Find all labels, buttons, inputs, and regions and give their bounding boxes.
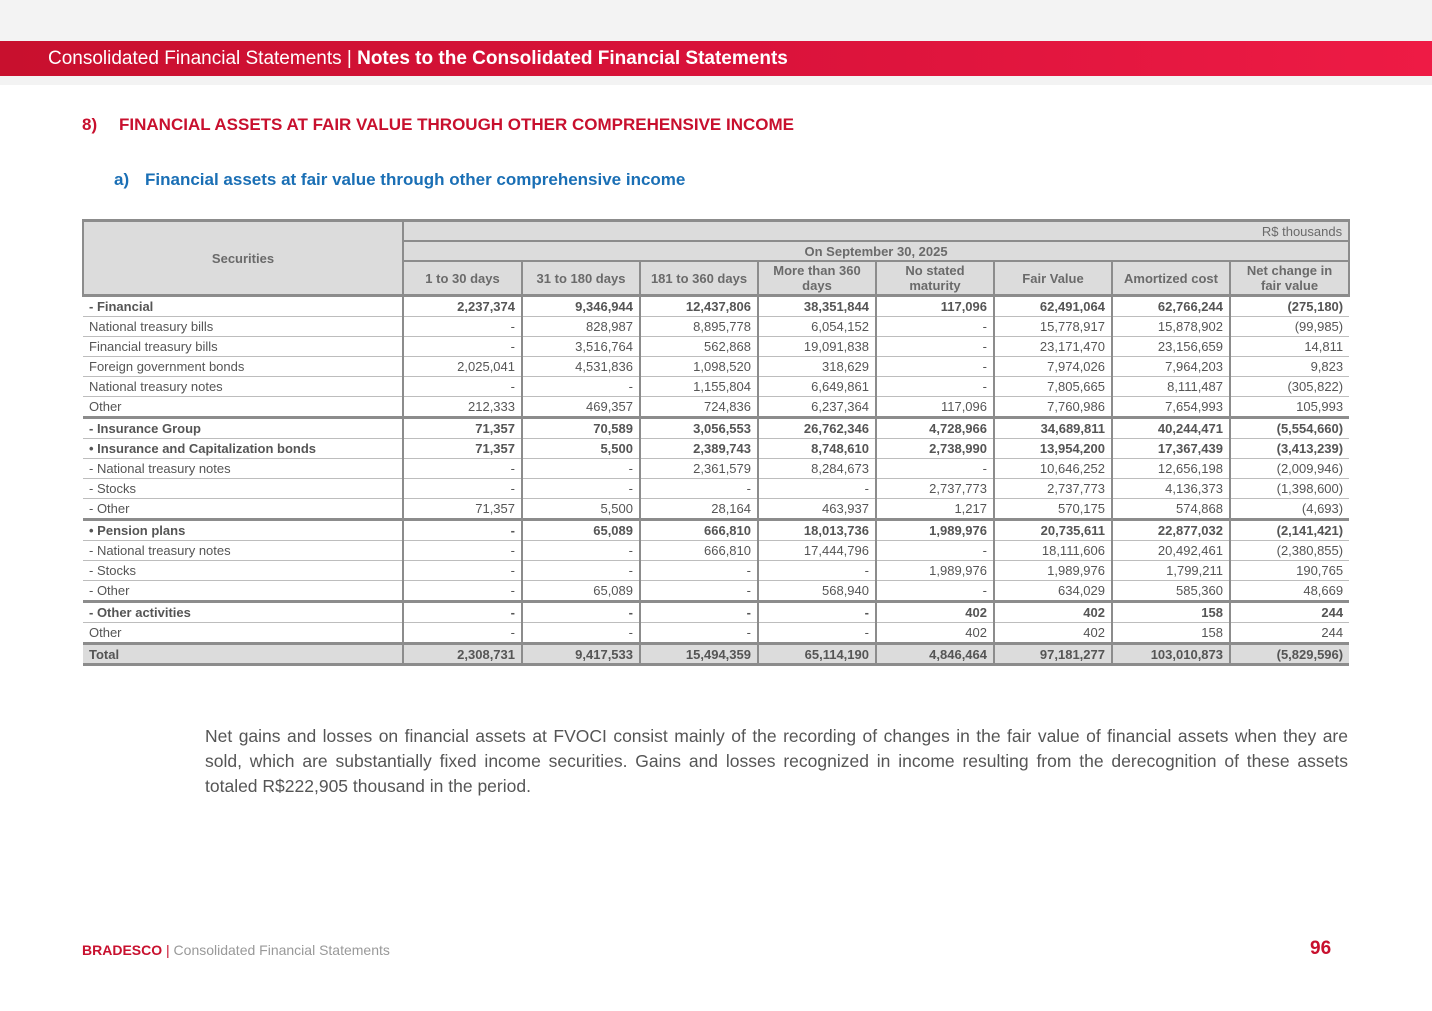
table-cell: - [876, 377, 994, 397]
table-cell: 10,646,252 [994, 459, 1112, 479]
unit-label: R$ thousands [403, 221, 1349, 242]
table-cell: 6,237,364 [758, 397, 876, 418]
table-body [83, 296, 1349, 665]
table-cell: 158 [1112, 623, 1230, 644]
table-cell: 666,810 [640, 520, 758, 541]
table-cell: - [403, 623, 522, 644]
fvoci-table [82, 219, 1350, 666]
table-cell: - [522, 459, 640, 479]
table-cell: 7,964,203 [1112, 357, 1230, 377]
table-cell: 3,056,553 [640, 418, 758, 439]
table-cell: 71,357 [403, 439, 522, 459]
table-cell: 117,096 [876, 397, 994, 418]
table-row [83, 418, 1349, 439]
table-cell: 34,689,811 [994, 418, 1112, 439]
table-cell: (1,398,600) [1230, 479, 1349, 499]
table-cell: (2,009,946) [1230, 459, 1349, 479]
table-cell: 2,738,990 [876, 439, 994, 459]
row-label: - Other [83, 581, 403, 602]
table-cell: 8,111,487 [1112, 377, 1230, 397]
table-cell: 19,091,838 [758, 337, 876, 357]
table-cell: 62,491,064 [994, 296, 1112, 317]
row-label: National treasury bills [83, 317, 403, 337]
table-cell: - [876, 337, 994, 357]
table-cell: (4,693) [1230, 499, 1349, 520]
table-row [83, 317, 1349, 337]
table-cell: - [403, 602, 522, 623]
table-cell: 402 [994, 623, 1112, 644]
table-cell: 574,868 [1112, 499, 1230, 520]
table-cell: 1,098,520 [640, 357, 758, 377]
table-cell: 9,346,944 [522, 296, 640, 317]
table-cell: 105,993 [1230, 397, 1349, 418]
table-row [83, 337, 1349, 357]
table-cell: 62,766,244 [1112, 296, 1230, 317]
table-cell: 7,654,993 [1112, 397, 1230, 418]
table-cell: - [758, 602, 876, 623]
table-row [83, 296, 1349, 317]
table-cell: 4,846,464 [876, 644, 994, 665]
table-cell: 4,728,966 [876, 418, 994, 439]
table-cell: 2,308,731 [403, 644, 522, 665]
table-cell: 2,237,374 [403, 296, 522, 317]
column-header: More than 360 days [758, 261, 876, 296]
table-cell: 1,217 [876, 499, 994, 520]
subsection-number: a) [114, 170, 130, 189]
table-cell: 20,492,461 [1112, 541, 1230, 561]
row-label: Total [83, 644, 403, 665]
table-cell: - [403, 317, 522, 337]
table-cell: 1,989,976 [876, 520, 994, 541]
row-label: - Financial [83, 296, 403, 317]
table-cell: (5,554,660) [1230, 418, 1349, 439]
table-cell: - [403, 520, 522, 541]
table-cell: - [640, 561, 758, 581]
table-cell: 666,810 [640, 541, 758, 561]
table-cell: 212,333 [403, 397, 522, 418]
table-cell: 402 [876, 602, 994, 623]
table-cell: 402 [994, 602, 1112, 623]
table-cell: 71,357 [403, 418, 522, 439]
table-cell: 158 [1112, 602, 1230, 623]
table-cell: - [403, 377, 522, 397]
table-cell: 2,737,773 [876, 479, 994, 499]
table-cell: 71,357 [403, 499, 522, 520]
table-cell: 22,877,032 [1112, 520, 1230, 541]
table-row [83, 520, 1349, 541]
table-cell: 9,417,533 [522, 644, 640, 665]
column-header: No stated maturity [876, 261, 994, 296]
table-cell: 17,444,796 [758, 541, 876, 561]
table-cell: 15,878,902 [1112, 317, 1230, 337]
table-cell: (99,985) [1230, 317, 1349, 337]
row-label: Financial treasury bills [83, 337, 403, 357]
table-cell: - [403, 459, 522, 479]
table-cell: 828,987 [522, 317, 640, 337]
table-cell: - [403, 581, 522, 602]
table-cell: - [403, 479, 522, 499]
table-cell: 14,811 [1230, 337, 1349, 357]
row-label: National treasury notes [83, 377, 403, 397]
table-cell: - [876, 581, 994, 602]
table-cell: 65,089 [522, 581, 640, 602]
table-cell: - [758, 623, 876, 644]
section-number: 8) [82, 115, 98, 134]
row-label: Other [83, 623, 403, 644]
table-row [83, 602, 1349, 623]
table-row [83, 623, 1349, 644]
table-cell: 469,357 [522, 397, 640, 418]
table-cell: (305,822) [1230, 377, 1349, 397]
table-cell: 65,114,190 [758, 644, 876, 665]
header-bar [0, 41, 1432, 76]
table-cell: (5,829,596) [1230, 644, 1349, 665]
row-label: Other [83, 397, 403, 418]
header-title: Notes to the Consolidated Financial Statements [357, 48, 788, 69]
table-cell: 1,989,976 [994, 561, 1112, 581]
table-cell: - [522, 479, 640, 499]
table-cell: - [522, 541, 640, 561]
column-header: 31 to 180 days [522, 261, 640, 296]
table-cell: 1,799,211 [1112, 561, 1230, 581]
table-cell: (275,180) [1230, 296, 1349, 317]
header-separator: | [341, 48, 358, 69]
table-cell: 4,531,836 [522, 357, 640, 377]
table-row [83, 561, 1349, 581]
table-row [83, 377, 1349, 397]
table-cell: 8,284,673 [758, 459, 876, 479]
table-cell: 5,500 [522, 499, 640, 520]
date-header: On September 30, 2025 [403, 241, 1349, 261]
table-cell: (3,413,239) [1230, 439, 1349, 459]
footer-separator: | [162, 942, 174, 958]
table-cell: 4,136,373 [1112, 479, 1230, 499]
table-cell: 2,389,743 [640, 439, 758, 459]
table-cell: - [403, 541, 522, 561]
table-cell: 570,175 [994, 499, 1112, 520]
section-title-text: FINANCIAL ASSETS AT FAIR VALUE THROUGH OTHER COMPREHENSIVE INCOME [119, 115, 794, 134]
table-cell: 1,989,976 [876, 561, 994, 581]
row-label: - Stocks [83, 479, 403, 499]
table-cell: 38,351,844 [758, 296, 876, 317]
row-label: - Insurance Group [83, 418, 403, 439]
table-cell: 20,735,611 [994, 520, 1112, 541]
table-cell: 117,096 [876, 296, 994, 317]
table-cell: 568,940 [758, 581, 876, 602]
table-cell: - [758, 479, 876, 499]
row-label: - National treasury notes [83, 459, 403, 479]
table-cell: 244 [1230, 602, 1349, 623]
table-cell: 2,361,579 [640, 459, 758, 479]
table-cell: - [640, 623, 758, 644]
table-cell: 48,669 [1230, 581, 1349, 602]
table-cell: 244 [1230, 623, 1349, 644]
column-header: Amortized cost [1112, 261, 1230, 296]
table-cell: 23,171,470 [994, 337, 1112, 357]
table-cell: - [522, 561, 640, 581]
footer [82, 942, 390, 958]
table-cell: 12,437,806 [640, 296, 758, 317]
table-cell: 18,013,736 [758, 520, 876, 541]
table-cell: - [876, 541, 994, 561]
table-cell: 7,805,665 [994, 377, 1112, 397]
table-cell: 17,367,439 [1112, 439, 1230, 459]
table-cell: 402 [876, 623, 994, 644]
table-cell: 562,868 [640, 337, 758, 357]
header-section: Consolidated Financial Statements [48, 48, 342, 69]
table-cell: - [758, 561, 876, 581]
table-row [83, 357, 1349, 377]
top-band [0, 0, 1432, 41]
table-cell: - [640, 602, 758, 623]
table-cell: 463,937 [758, 499, 876, 520]
table-cell: 15,778,917 [994, 317, 1112, 337]
table-cell: 5,500 [522, 439, 640, 459]
table-row [83, 479, 1349, 499]
table-cell: 8,895,778 [640, 317, 758, 337]
table-cell: 7,974,026 [994, 357, 1112, 377]
table-cell: 23,156,659 [1112, 337, 1230, 357]
table-cell: 26,762,346 [758, 418, 876, 439]
table-cell: - [522, 623, 640, 644]
table-cell: 103,010,873 [1112, 644, 1230, 665]
subsection-title [114, 170, 685, 190]
table-cell: - [403, 337, 522, 357]
table-cell: (2,141,421) [1230, 520, 1349, 541]
table-cell: 6,649,861 [758, 377, 876, 397]
note-paragraph: Net gains and losses on financial assets at FVOCI consist mainly of the recording of changes in the fair value of financial assets when they are sold, which are substantially fixed income securities. Gains and losses recognized in income resulting from the derecognition of these assets totaled R$222,905 thousand in the period. [205, 726, 1348, 796]
subsection-title-text: Financial assets at fair value through other comprehensive income [145, 170, 686, 189]
column-header: Net change in fair value [1230, 261, 1349, 296]
table-cell: 97,181,277 [994, 644, 1112, 665]
section-title [82, 115, 794, 135]
table-cell: - [876, 317, 994, 337]
footer-brand: BRADESCO [82, 942, 163, 958]
table-cell: 8,748,610 [758, 439, 876, 459]
table-cell: - [522, 377, 640, 397]
table-cell: 15,494,359 [640, 644, 758, 665]
table-cell: 2,025,041 [403, 357, 522, 377]
table-cell: - [522, 602, 640, 623]
table-cell: 9,823 [1230, 357, 1349, 377]
table-cell: 65,089 [522, 520, 640, 541]
table-cell: 40,244,471 [1112, 418, 1230, 439]
table-cell: 634,029 [994, 581, 1112, 602]
column-header: Fair Value [994, 261, 1112, 296]
table-cell: (2,380,855) [1230, 541, 1349, 561]
table-cell: 12,656,198 [1112, 459, 1230, 479]
table-row [83, 397, 1349, 418]
table-cell: - [876, 459, 994, 479]
table-cell: - [876, 357, 994, 377]
table-row [83, 499, 1349, 520]
table-cell: 724,836 [640, 397, 758, 418]
securities-header: Securities [83, 221, 403, 296]
row-label: - Other [83, 499, 403, 520]
column-header: 1 to 30 days [403, 261, 522, 296]
table-cell: - [640, 581, 758, 602]
footer-text: Consolidated Financial Statements [173, 942, 390, 958]
header-underband [0, 76, 1432, 85]
row-label: - Other activities [83, 602, 403, 623]
table-row [83, 541, 1349, 561]
table-cell: 585,360 [1112, 581, 1230, 602]
table-row [83, 459, 1349, 479]
table-cell: 2,737,773 [994, 479, 1112, 499]
table-cell: 70,589 [522, 418, 640, 439]
row-label: Foreign government bonds [83, 357, 403, 377]
total-row [83, 644, 1349, 665]
row-label: - National treasury notes [83, 541, 403, 561]
table-cell: 6,054,152 [758, 317, 876, 337]
page-number: 96 [1310, 938, 1332, 959]
table-cell: 190,765 [1230, 561, 1349, 581]
table-cell: 1,155,804 [640, 377, 758, 397]
table-cell: 13,954,200 [994, 439, 1112, 459]
table-cell: 3,516,764 [522, 337, 640, 357]
row-label: - Stocks [83, 561, 403, 581]
table-row [83, 581, 1349, 602]
table-cell: - [403, 561, 522, 581]
column-header: 181 to 360 days [640, 261, 758, 296]
row-label: • Pension plans [83, 520, 403, 541]
table-cell: 18,111,606 [994, 541, 1112, 561]
table-cell: 7,760,986 [994, 397, 1112, 418]
table-row [83, 439, 1349, 459]
table-cell: 318,629 [758, 357, 876, 377]
table-cell: 28,164 [640, 499, 758, 520]
row-label: • Insurance and Capitalization bonds [83, 439, 403, 459]
table-cell: - [640, 479, 758, 499]
